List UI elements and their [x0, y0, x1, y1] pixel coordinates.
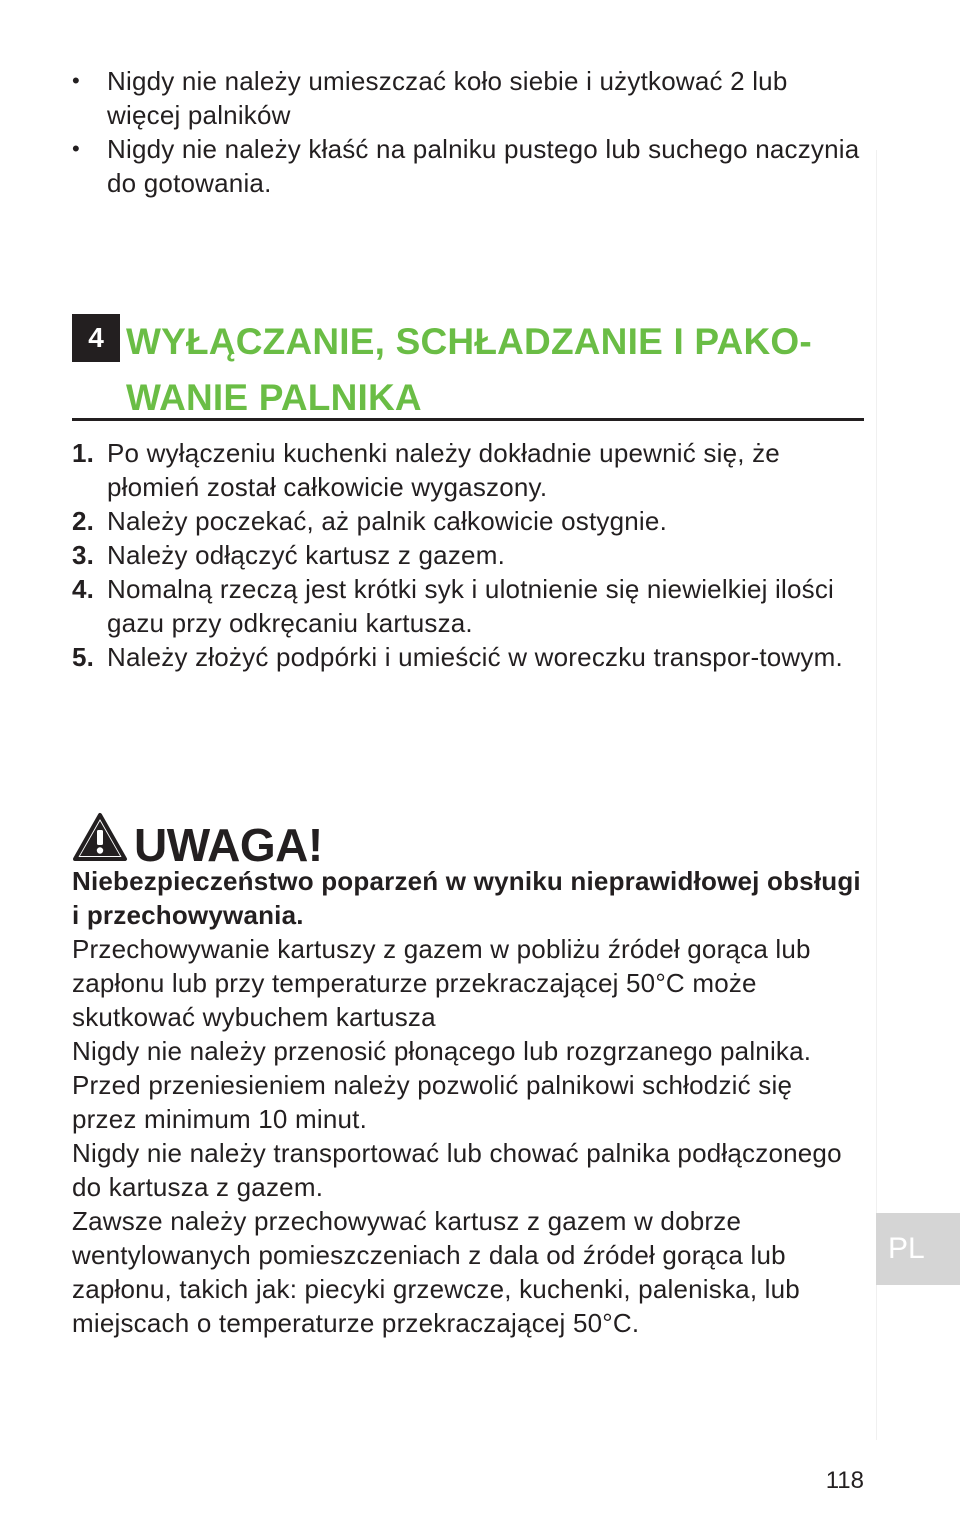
warning-body	[72, 932, 862, 1340]
section-number-badge: 4	[72, 314, 120, 362]
page-number: 118	[825, 1467, 864, 1494]
bullet-dot: •	[72, 136, 80, 161]
step-text: Należy złożyć podpórki i umieścić w woreczku transpor-towym.	[107, 642, 843, 672]
section-title: WYŁĄCZANIE, SCHŁADZANIE I PAKO-WANIE PALNIKA	[126, 321, 812, 418]
safety-bullet-list	[72, 64, 862, 200]
step-text: Należy poczekać, aż palnik całkowicie ostygnie.	[107, 506, 667, 536]
step-number: 4.	[72, 574, 95, 604]
warning-paragraph: Nigdy nie należy transportować lub chować palnika podłączonego do kartusza z gazem.	[72, 1138, 842, 1202]
bullet-item	[72, 132, 862, 200]
step-item	[72, 640, 862, 674]
step-text: Po wyłączeniu kuchenki należy dokładnie upewnić się, że płomień został całkowicie wygaszony.	[107, 438, 780, 502]
bullet-text: Nigdy nie należy umieszczać koło siebie i użytkować 2 lub więcej palników	[107, 66, 788, 130]
step-number: 1.	[72, 438, 95, 468]
bullet-text: Nigdy nie należy kłaść na palniku pustego lub suchego naczynia do gotowania.	[107, 134, 860, 198]
language-tab: PL	[876, 1213, 960, 1285]
step-item	[72, 538, 862, 572]
step-number: 5.	[72, 642, 95, 672]
step-item	[72, 572, 862, 640]
shutdown-steps-list	[72, 436, 862, 674]
bullet-item	[72, 64, 862, 132]
warning-heading	[72, 812, 772, 870]
step-number: 3.	[72, 540, 95, 570]
step-number: 2.	[72, 506, 95, 536]
section-header	[72, 312, 864, 421]
warning-paragraph: Nigdy nie należy przenosić płonącego lub rozgrzanego palnika. Przed przeniesieniem należy pozwolić palnikowi schłodzić się przez minimum 10 minut.	[72, 1036, 812, 1134]
warning-title: UWAGA!	[134, 819, 323, 871]
warning-paragraph: Zawsze należy przechowywać kartusz z gazem w dobrze wentylowanych pomieszczeniach z dala od źródeł gorąca lub zapłonu, takich jak: piecyki grzewcze, kuchenki, paleniska, lub miejscach o temperaturze przekraczającej 50°C.	[72, 1206, 800, 1338]
warning-paragraph: Przechowywanie kartuszy z gazem w pobliżu źródeł gorąca lub zapłonu lub przy temperaturze przekraczającej 50°C może skutkować wybuchem kartusza	[72, 934, 811, 1032]
step-item	[72, 436, 862, 504]
warning-subtitle: Niebezpieczeństwo poparzeń w wyniku nieprawidłowej obsługi i przechowywania.	[72, 866, 861, 930]
bullet-dot: •	[72, 68, 80, 93]
warning-triangle-icon	[72, 812, 128, 862]
step-item	[72, 504, 862, 538]
step-text: Nomalną rzeczą jest krótki syk i ulotnienie się niewielkiej ilości gazu przy odkręcaniu kartusza.	[107, 574, 835, 638]
step-text: Należy odłączyć kartusz z gazem.	[107, 540, 505, 570]
